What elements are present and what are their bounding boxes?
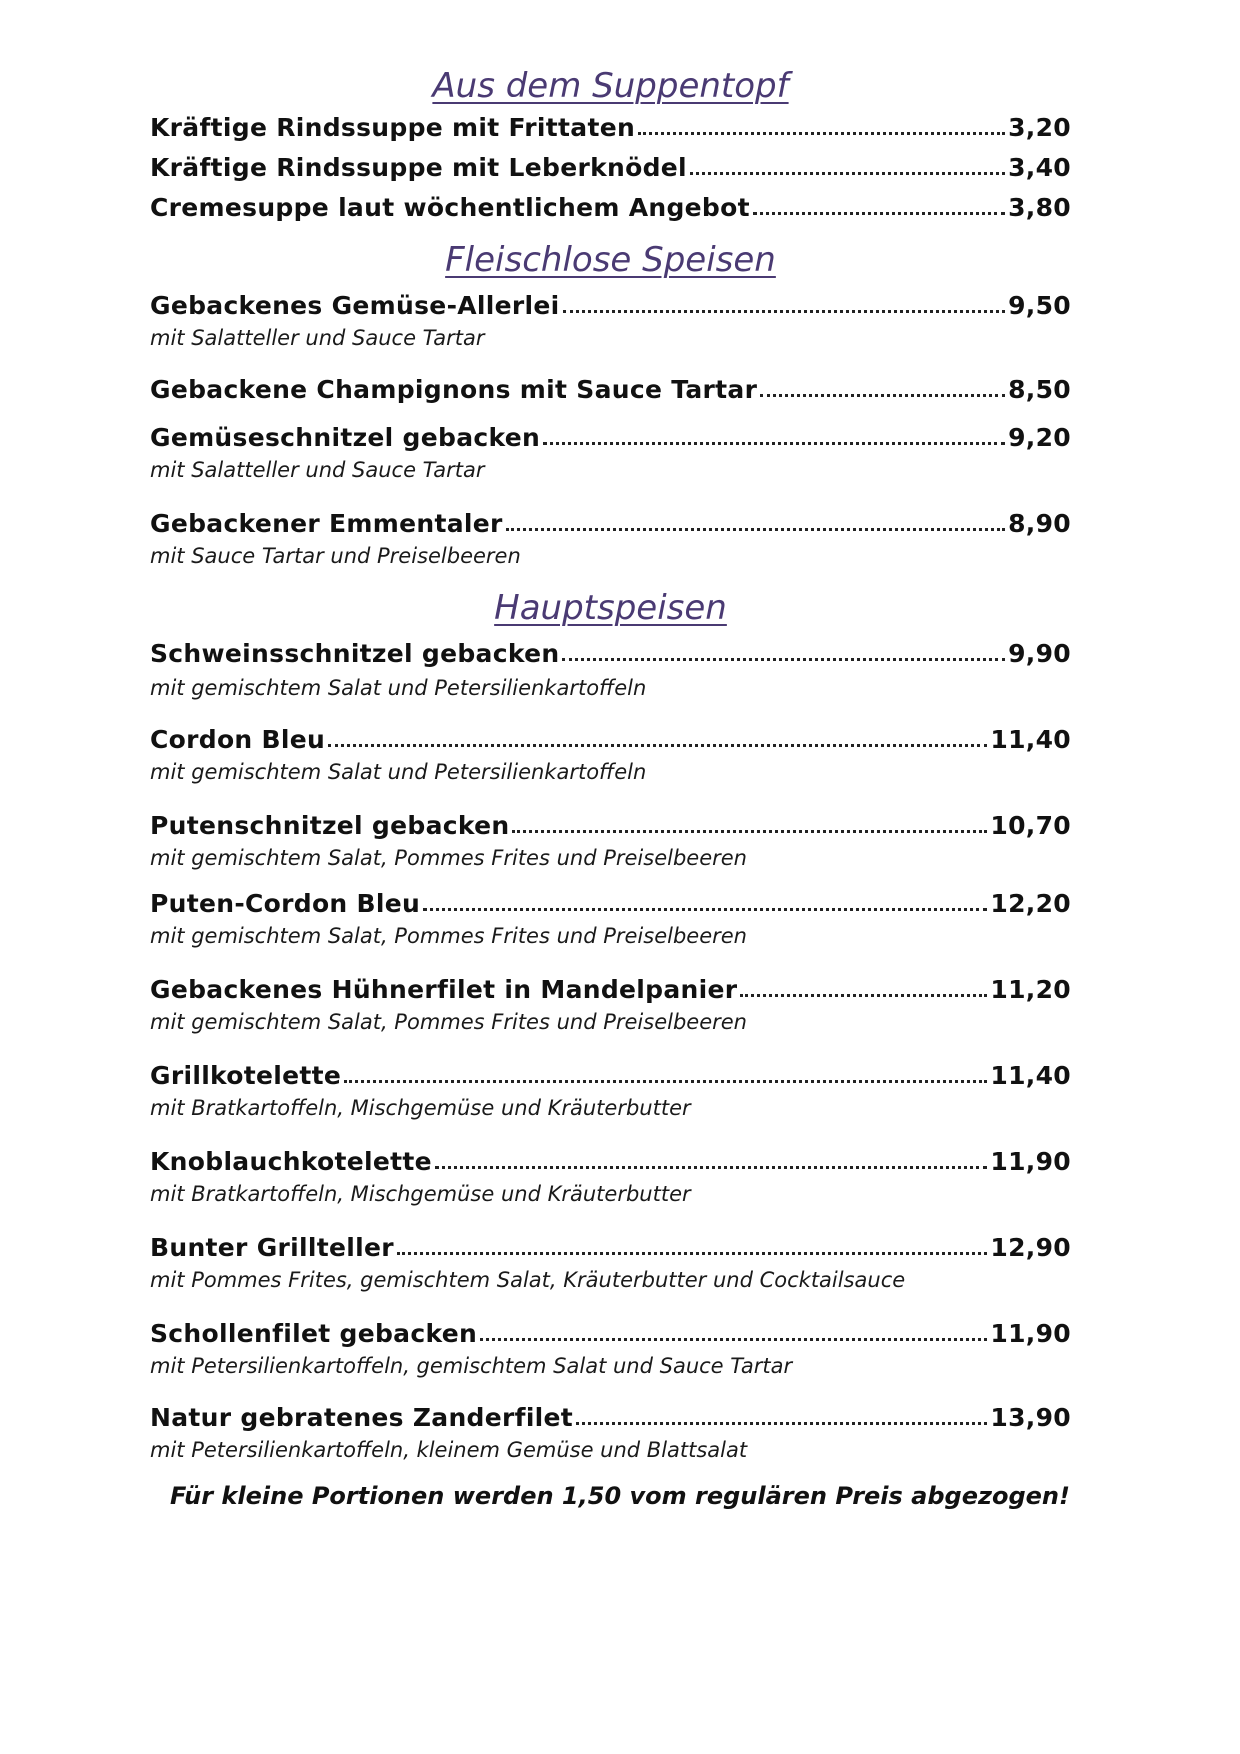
dot-leader [638,132,1005,135]
item-name: Gebackenes Hühnerfilet in Mandelpanier [150,975,738,1004]
dot-leader [512,830,987,833]
dot-leader [543,442,1005,445]
item-price: 11,90 [990,1319,1071,1348]
menu-item [150,1314,1071,1348]
dot-leader [328,744,987,747]
item-name: Gemüseschnitzel gebacken [150,423,541,452]
menu-item [150,1228,1071,1262]
menu-item [150,1398,1071,1432]
menu-item [150,1056,1071,1090]
item-price: 8,50 [1008,375,1071,404]
menu-item [150,286,1071,320]
item-price: 11,90 [990,1147,1071,1176]
dot-leader [435,1166,988,1169]
item-name: Gebackene Champignons mit Sauce Tartar [150,375,758,404]
item-description: mit gemischtem Salat und Petersilienkartoffeln [150,676,647,700]
dot-leader [690,172,1005,175]
menu-item [150,1142,1071,1176]
dot-leader [753,212,1005,215]
item-name: Schweinsschnitzel gebacken [150,639,560,668]
item-name: Grillkotelette [150,1061,342,1090]
item-price: 11,20 [990,975,1071,1004]
item-name: Cremesuppe laut wöchentlichem Angebot [150,193,750,222]
item-description: mit Petersilienkartoffeln, kleinem Gemüse und Blattsalat [150,1438,748,1462]
item-price: 9,50 [1008,291,1071,320]
item-description: mit gemischtem Salat und Petersilienkartoffeln [150,760,647,784]
dot-leader [397,1252,988,1255]
menu-item [150,884,1071,918]
item-description: mit gemischtem Salat, Pommes Frites und Preiselbeeren [150,924,747,948]
item-price: 12,90 [990,1233,1071,1262]
item-description: mit gemischtem Salat, Pommes Frites und Preiselbeeren [150,846,747,870]
item-price: 9,90 [1008,639,1071,668]
section-title-suppentopf: Aus dem Suppentopf [432,66,789,106]
section-title-fleischlos: Fleischlose Speisen [445,240,776,280]
menu-item [150,806,1071,840]
dot-leader [480,1338,987,1341]
menu-item [150,418,1071,452]
item-name: Natur gebratenes Zanderfilet [150,1403,574,1432]
dot-leader [423,908,987,911]
item-description: mit gemischtem Salat, Pommes Frites und Preiselbeeren [150,1010,747,1034]
item-price: 12,20 [990,889,1071,918]
footer-note: Für kleine Portionen werden 1,50 vom regulären Preis abgezogen! [170,1482,1070,1510]
item-name: Cordon Bleu [150,725,326,754]
item-price: 9,20 [1008,423,1071,452]
item-description: mit Bratkartoffeln, Mischgemüse und Kräuterbutter [150,1096,691,1120]
dot-leader [576,1422,987,1425]
menu-item [150,720,1071,754]
item-price: 3,80 [1008,193,1071,222]
dot-leader [563,310,1006,313]
item-description: mit Sauce Tartar und Preiselbeeren [150,544,521,568]
menu-item [150,634,1071,668]
item-price: 8,90 [1008,509,1071,538]
item-name: Puten-Cordon Bleu [150,889,421,918]
item-description: mit Petersilienkartoffeln, gemischtem Salat und Sauce Tartar [150,1354,793,1378]
dot-leader [760,394,1005,397]
item-price: 10,70 [990,811,1071,840]
menu-item [150,188,1071,222]
menu-item [150,148,1071,182]
item-name: Knoblauchkotelette [150,1147,432,1176]
item-description: mit Pommes Frites, gemischtem Salat, Kräuterbutter und Cocktailsauce [150,1268,906,1292]
item-name: Putenschnitzel gebacken [150,811,510,840]
item-description: mit Bratkartoffeln, Mischgemüse und Kräuterbutter [150,1182,691,1206]
item-price: 13,90 [990,1403,1071,1432]
item-name: Gebackener Emmentaler [150,509,503,538]
dot-leader [740,994,987,997]
item-price: 3,20 [1008,113,1071,142]
menu-item [150,970,1071,1004]
item-price: 3,40 [1008,153,1071,182]
dot-leader [506,528,1005,531]
menu-item [150,504,1071,538]
dot-leader [344,1080,987,1083]
menu-item [150,108,1071,142]
menu-item [150,370,1071,404]
item-name: Bunter Grillteller [150,1233,394,1262]
item-description: mit Salatteller und Sauce Tartar [150,458,485,482]
item-name: Kräftige Rindssuppe mit Frittaten [150,113,636,142]
item-price: 11,40 [990,725,1071,754]
item-name: Kräftige Rindssuppe mit Leberknödel [150,153,687,182]
dot-leader [562,658,1005,661]
item-price: 11,40 [990,1061,1071,1090]
item-description: mit Salatteller und Sauce Tartar [150,326,485,350]
section-title-hauptspeisen: Hauptspeisen [494,588,727,628]
item-name: Schollenfilet gebacken [150,1319,478,1348]
item-name: Gebackenes Gemüse-Allerlei [150,291,560,320]
